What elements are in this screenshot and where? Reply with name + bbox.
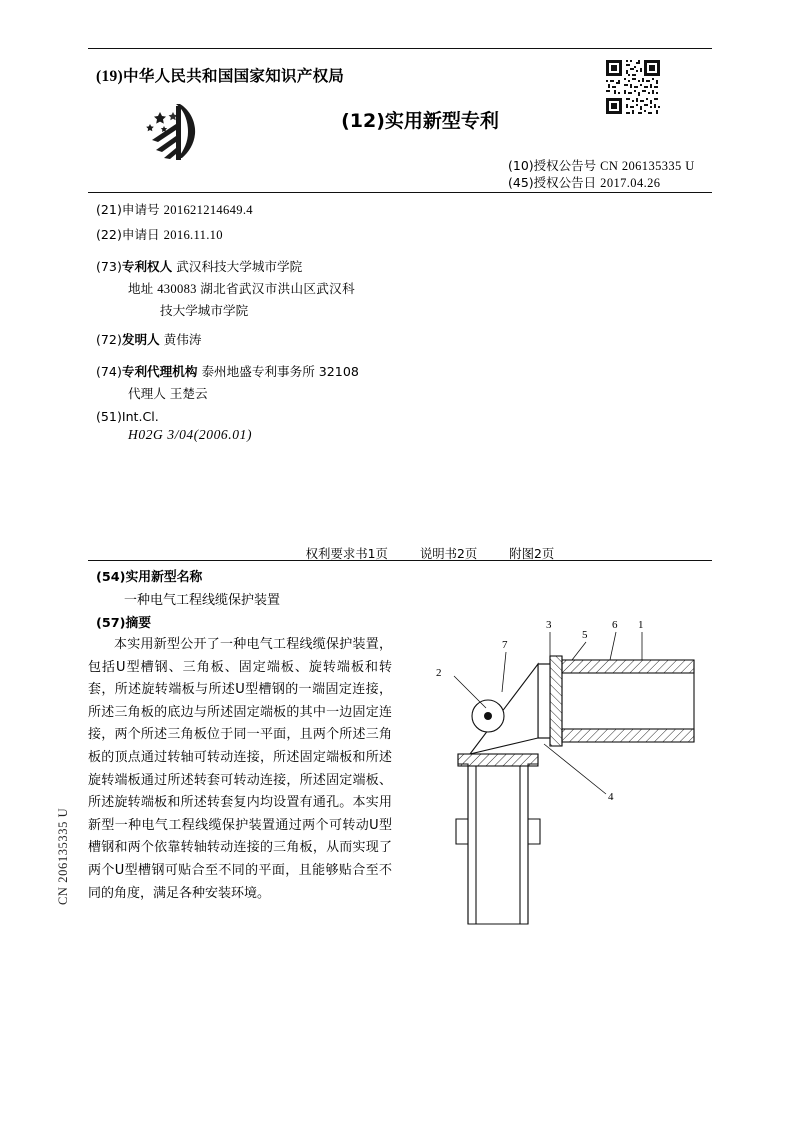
publication-date-label: 授权公告日	[533, 175, 597, 190]
field-label: 专利权人	[121, 259, 173, 274]
callout-7: 7	[502, 639, 508, 651]
callout-3: 3	[546, 619, 552, 631]
qr-code	[604, 58, 662, 116]
header-rule	[88, 192, 712, 193]
description-pages: 说明书2页	[419, 546, 478, 561]
invention-title: 一种电气工程线缆保护装置	[124, 593, 281, 608]
field-label: 申请日	[121, 227, 160, 242]
publication-number	[508, 156, 695, 174]
publication-number-value: CN 206135335 U	[600, 159, 695, 173]
side-publication-code: CN 206135335 U	[56, 807, 70, 905]
field-code: (73)	[96, 259, 122, 274]
drawings-pages: 附图2页	[509, 546, 555, 561]
field-value: 技大学城市学院	[160, 303, 249, 318]
office-code: (19)	[96, 68, 124, 85]
office-name: 中华人民共和国国家知识产权局	[123, 67, 345, 85]
field-agency	[96, 361, 359, 380]
field-address-line2	[160, 300, 248, 319]
int-cl-classification: H02G 3/04(2006.01)	[128, 427, 253, 442]
field-code: (74)	[96, 364, 122, 379]
field-code: (72)	[96, 332, 122, 347]
callout-5: 5	[582, 629, 588, 641]
field-label: 申请号	[121, 202, 160, 217]
abstract-rule	[88, 560, 712, 561]
field-label: 代理人	[128, 386, 166, 401]
callout-2: 2	[436, 667, 442, 679]
field-value: 王楚云	[169, 386, 208, 401]
field-value: 430083 湖北省武汉市洪山区武汉科	[157, 282, 355, 296]
publication-date-value: 2017.04.26	[600, 176, 661, 190]
publication-date	[508, 173, 660, 191]
abstract-figure	[410, 604, 710, 934]
publication-number-prefix: (10)	[508, 158, 534, 173]
callout-1: 1	[638, 619, 644, 631]
claims-pages: 权利要求书1页	[305, 546, 388, 561]
field-label: 专利代理机构	[121, 364, 198, 379]
top-rule	[88, 48, 712, 49]
callout-4: 4	[608, 791, 614, 803]
field-value: 黄伟涛	[163, 332, 202, 347]
field-agent	[128, 383, 208, 402]
publication-number-label: 授权公告号	[533, 158, 597, 173]
field-value: 武汉科技大学城市学院	[176, 259, 303, 274]
field-label: Int.Cl.	[121, 409, 159, 424]
field-label: 地址	[128, 281, 154, 296]
abstract-text: 本实用新型公开了一种电气工程线缆保护装置，包括U型槽钢、三角板、固定端板、旋转端板和转套，所述旋转端板与所述U型槽钢的一端固定连接，所述三角板的底边与所述固定端板的其中一边固定连接，两个所述三角板位于同一平面，且两个所述三角板的顶点通过转轴可转动连接，所述固定端板和所述旋转端板通过所述转套可转动连接，所述固定端板、所述旋转端板和所述转套复内均设置有通孔。本实用新型一种电气工程线缆保护装置通过两个可转动U型槽钢和两个依靠转轴转动连接的三角板，从而实现了两个U型槽钢可贴合至不同的平面，且能够贴合至不同的角度，满足各种安装环境。	[88, 637, 392, 901]
field-value: 泰州地盛专利事务所 32108	[201, 364, 359, 379]
abstract-header: (57)摘要	[96, 616, 152, 631]
invention-name-header: (54)实用新型名称	[96, 570, 203, 585]
publication-date-prefix: (45)	[508, 175, 534, 190]
field-patentee	[96, 256, 302, 275]
field-int-cl	[96, 409, 159, 424]
field-value: 2016.11.10	[163, 228, 223, 242]
field-inventor	[96, 329, 201, 348]
field-application-date	[96, 224, 223, 243]
field-value: 201621214649.4	[163, 203, 253, 217]
field-code: (21)	[96, 202, 122, 217]
field-label: 发明人	[121, 332, 160, 347]
issuing-office	[96, 64, 344, 86]
field-address	[128, 278, 355, 297]
field-code: (22)	[96, 227, 122, 242]
document-type-title: (12)实用新型专利	[341, 110, 499, 132]
field-code: (51)	[96, 409, 122, 424]
field-application-number	[96, 199, 253, 218]
callout-6: 6	[612, 619, 618, 631]
